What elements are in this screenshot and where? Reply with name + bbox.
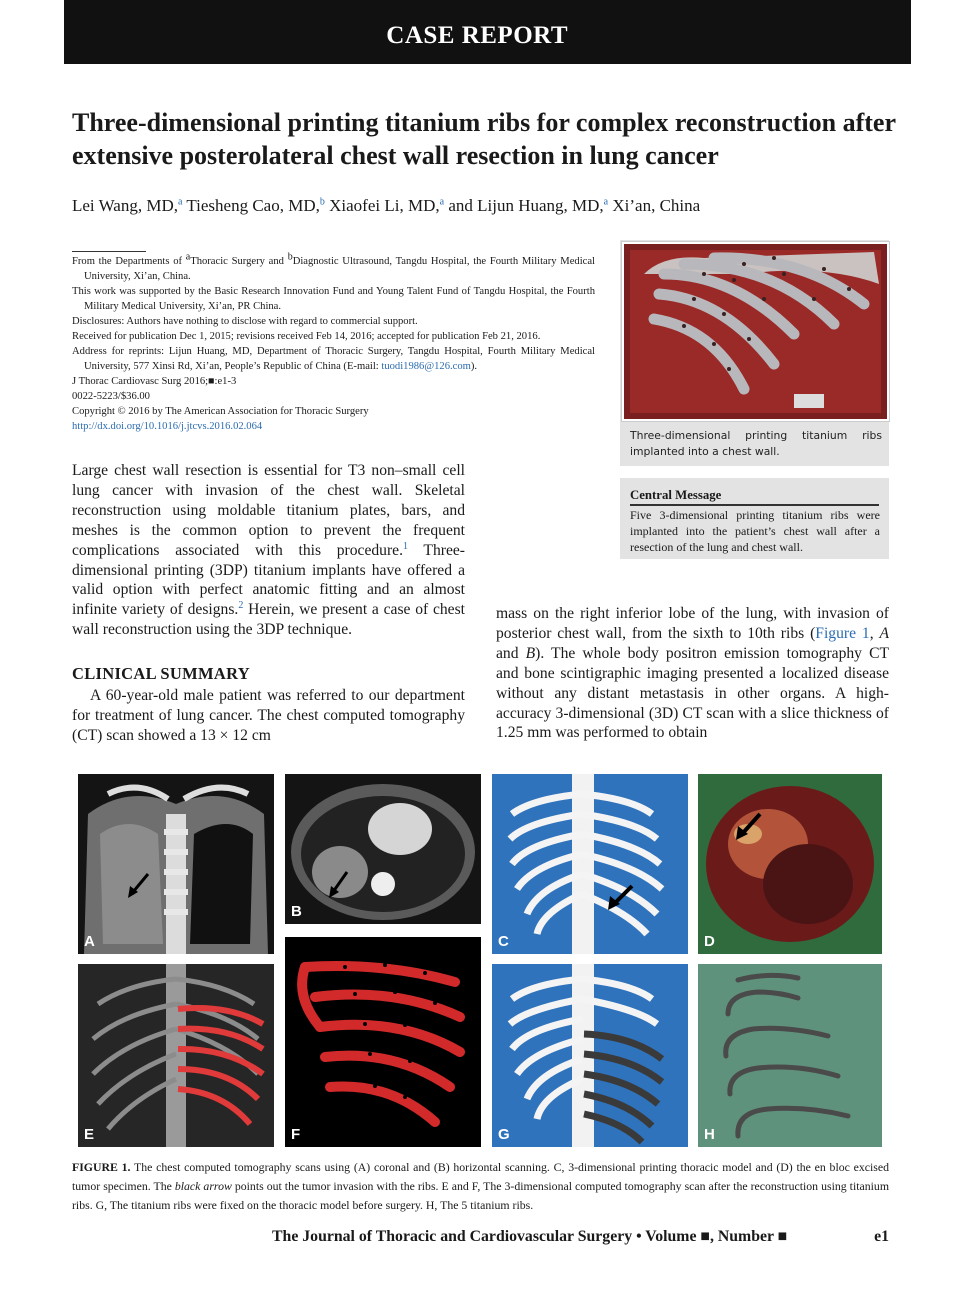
figure-panel-e: [78, 964, 274, 1147]
affiliation-mark[interactable]: a: [603, 196, 609, 208]
author-name: Xiaofei Li, MD,: [329, 196, 440, 215]
figure-panel-b: [285, 774, 481, 924]
footnote-affiliations: From the Departments of $^a$Thoracic Surgery and $^b$Diagnostic Ultrasound, Tangdu Hospital, the Fourth Military Medical University, Xi’an, China.: [72, 251, 595, 282]
section-label: CASE REPORT: [386, 22, 568, 49]
panel-label-b: B: [291, 903, 302, 920]
page-footer: [272, 1228, 889, 1246]
author-name: Tiesheng Cao, MD,: [186, 196, 320, 215]
reference-link[interactable]: 1: [402, 540, 408, 552]
footnote-support: This work was supported by the Basic Research Innovation Fund and Young Talent Fund of Tangdu Hospital, the Fourth Military Medical University, Xi’an, PR China.: [72, 286, 595, 312]
footnote-received: Received for publication Dec 1, 2015; revisions received Feb 14, 2016; accepted for publication Feb 21, 2016.: [72, 331, 541, 342]
panel-label-h: H: [704, 1126, 715, 1143]
footnote-address: Address for reprints: Lijun Huang, MD, Department of Thoracic Surgery, Tangdu Hospital, Fourth Military Medical University, 577 Xinsi Rd, Xi’an, People’s Republic of China (E-mail: tuodi1986@126.com).: [72, 346, 595, 372]
author-name: Lei Wang, MD,: [72, 196, 178, 215]
affiliation-mark[interactable]: b: [319, 196, 325, 208]
panel-label-d: D: [704, 933, 715, 950]
panel-label-g: G: [498, 1126, 510, 1143]
central-message-body: Five 3-dimensional printing titanium ribs were implanted into the patient’s chest wall after a resection of the lung and chest wall.: [630, 508, 880, 554]
affiliation-mark[interactable]: a: [177, 196, 183, 208]
figure-panel-g: [492, 964, 688, 1147]
panel-label-e: E: [84, 1126, 95, 1143]
footnote-issn: 0022-5223/$36.00: [72, 391, 150, 402]
figure-caption-label: FIGURE 1.: [72, 1160, 131, 1174]
panel-label-f: F: [291, 1126, 301, 1143]
figure-caption: FIGURE 1. The chest computed tomography scans using (A) coronal and (B) horizontal scanning. C, 3-dimensional printing thoracic model and (D) the en bloc excised tumor specimen. The black arrow points out the tumor invasion with the ribs. E and F, The 3-dimensional computed tomography scan after the reconstruction using titanium ribs. G, The titanium ribs were fixed on the thoracic model before surgery. H, The 5 titanium ribs.: [72, 1160, 890, 1212]
page-number: e1: [874, 1228, 889, 1245]
clinical-summary-paragraph: A 60-year-old male patient was referred to our department for treatment of lung cancer. The chest computed tomography (CT) scan showed a 13 × 12 cm: [72, 687, 465, 744]
footer-journal: The Journal of Thoracic and Cardiovascular Surgery • Volume ■, Number ■: [272, 1228, 788, 1245]
figure-panel-c: [492, 774, 688, 954]
affiliation-mark[interactable]: a: [439, 196, 445, 208]
footnotes: [72, 251, 595, 434]
figure-panel-h: [698, 964, 882, 1147]
panel-label-c: C: [498, 933, 509, 950]
section-heading-clinical-summary: CLINICAL SUMMARY: [72, 664, 250, 683]
visual-abstract-caption: Three-dimensional printing titanium ribs implanted into a chest wall.: [630, 429, 882, 458]
article-title: Three-dimensional printing titanium ribs for complex reconstruction after extensive posterolateral chest wall resection in lung cancer: [72, 108, 896, 170]
central-message-rule: [630, 504, 879, 506]
doi-link[interactable]: http://dx.doi.org/10.1016/j.jtcvs.2016.02.064: [72, 421, 263, 432]
author-list: [72, 196, 902, 216]
author-name: and Lijun Huang, MD,: [448, 196, 604, 215]
clinical-summary-continued: mass on the right inferior lobe of the lung, with invasion of posterior chest wall, from the sixth to 10th ribs (Figure 1, A and B). The whole body positron emission tomography CT and bone scintigraphic imaging presented a localized disease without any distant metastasis in other organs. A high-accuracy 3-dimensional (3D) CT scan with a slice thickness of 1.25 mm was performed to obtain: [496, 605, 889, 742]
reference-link[interactable]: 2: [238, 600, 244, 612]
footnote-disclosures: Disclosures: Authors have nothing to disclose with regard to commercial support.: [72, 316, 418, 327]
footnote-journal-ref: J Thorac Cardiovasc Surg 2016;■:e1-3: [72, 376, 237, 387]
figure-panel-d: [698, 774, 882, 954]
figure-panel-a: [78, 774, 274, 954]
central-message-heading: Central Message: [630, 488, 722, 502]
figure-link[interactable]: Figure 1: [815, 624, 870, 642]
intro-paragraph: Large chest wall resection is essential for T3 non–small cell lung cancer with invasion of the chest wall. Skeletal reconstruction using moldable titanium plates, bars, and meshes is the common option to prevent the frequent complications associated with this procedure.$^1$ Three-dimensional printing (3DP) titanium implants have offered a valid option with perfect anatomic fitting and an almost infinite variety of designs.$^2$ Herein, we present a case of chest wall reconstruction using the 3DP technique.: [72, 462, 465, 639]
footnote-divider: [72, 251, 146, 252]
author-location: Xi’an, China: [612, 196, 701, 215]
footnote-copyright: Copyright © 2016 by The American Association for Thoracic Surgery: [72, 406, 369, 417]
visual-abstract-image: [621, 241, 890, 422]
section-banner: [64, 0, 911, 64]
figure-panel-f: [285, 937, 481, 1147]
email-link[interactable]: tuodi1986@126.com: [381, 361, 471, 372]
panel-label-a: A: [84, 933, 95, 950]
